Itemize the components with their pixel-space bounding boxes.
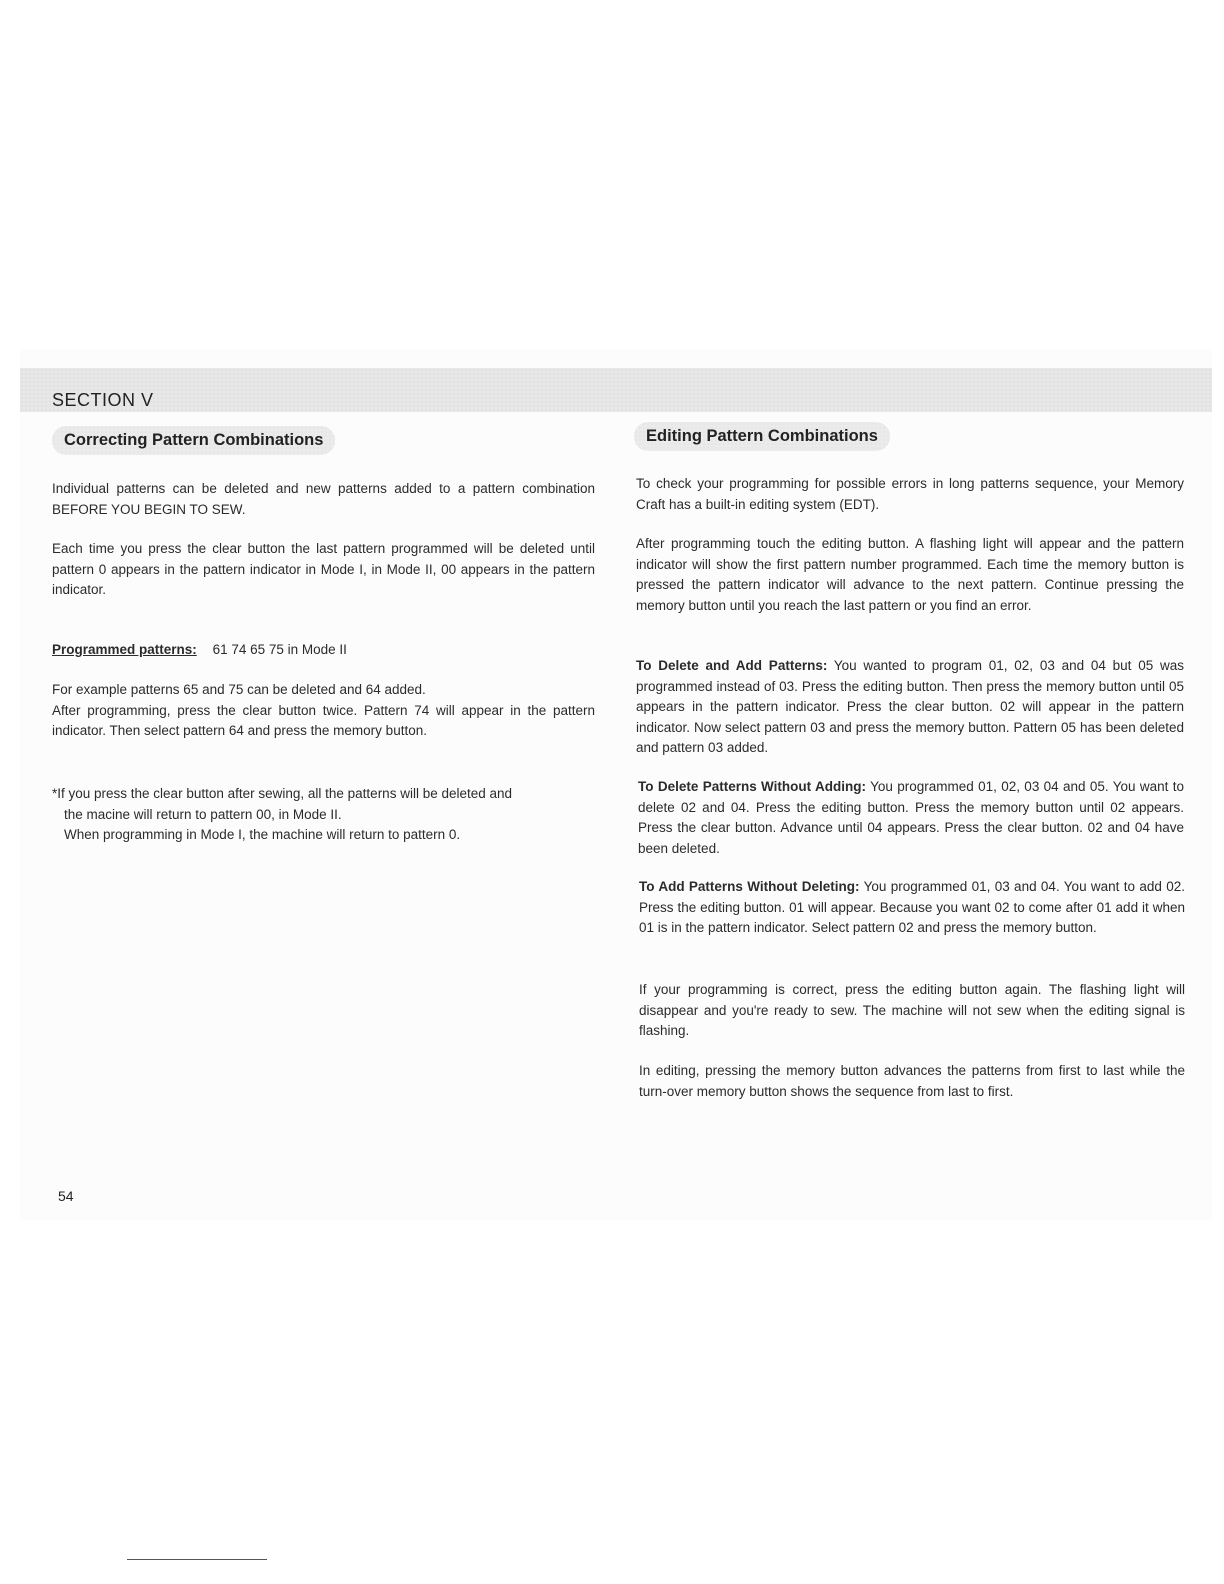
to-add-without-deleting-text: You programmed 01, 03 and 04. You want to add 02. Press the editing button. 01 will appear. Because you want 02 to come after 01 add it when 01 is in the pattern indicator. Select pattern 02 and press the memory button. xyxy=(639,879,1186,935)
left-note xyxy=(52,784,612,846)
page-number: 54 xyxy=(58,1188,74,1204)
example-line-1: For example patterns 65 and 75 can be deleted and 64 added. xyxy=(52,682,426,697)
left-para-2: Each time you press the clear button the last pattern programmed will be deleted until pattern 0 appears in the pattern indicator in Mode I, in Mode II, 00 appears in the pattern indicator. xyxy=(52,541,595,597)
to-add-without-deleting-label: To Add Patterns Without Deleting: xyxy=(639,879,860,894)
footer-rule xyxy=(127,1559,267,1560)
right-para-1: To check your programming for possible errors in long patterns sequence, your Memory Craft has a built-in editing system (EDT). xyxy=(636,476,1184,512)
note-line-2: the macine will return to pattern 00, in Mode II. xyxy=(64,806,342,822)
to-delete-and-add xyxy=(636,656,1184,759)
to-delete-and-add-label: To Delete and Add Patterns: xyxy=(636,658,828,673)
section-title: SECTION V xyxy=(52,390,154,410)
left-para-1: Individual patterns can be deleted and new patterns added to a pattern combination BEFORE YOU BEGIN TO SEW. xyxy=(52,481,595,517)
example-line-2: After programming, press the clear button twice. Pattern 74 will appear in the pattern indicator. Then select pattern 64 and press the memory button. xyxy=(52,702,595,738)
programmed-patterns-label: Programmed patterns: xyxy=(52,642,197,657)
heading-correcting-pattern-combinations: Correcting Pattern Combinations xyxy=(52,426,335,455)
right-para-2: After programming touch the editing button. A flashing light will appear and the pattern indicator will show the first pattern number programmed. Each time the memory button is pressed the pattern indicator will advance to the next pattern. Continue pressing the memory button until you reach the last pattern or you find an error. xyxy=(636,536,1184,613)
to-delete-without-adding xyxy=(638,777,1184,859)
note-line-1: *If you press the clear button after sewing, all the patterns will be deleted and xyxy=(52,786,513,801)
note-line-3: When programming in Mode I, the machine will return to pattern 0. xyxy=(64,827,461,842)
programmed-patterns-line xyxy=(52,640,595,661)
right-para-editing: In editing, pressing the memory button advances the patterns from first to last while the turn-over memory button shows the sequence from last to first. xyxy=(639,1063,1185,1099)
right-para-correct: If your programming is correct, press the editing button again. The flashing light will disappear and you're ready to sew. The machine will not sew when the editing signal is flashing. xyxy=(639,982,1185,1038)
heading-editing-pattern-combinations: Editing Pattern Combinations xyxy=(634,422,890,451)
to-delete-and-add-text: You wanted to program 01, 02, 03 and 04 but 05 was programmed instead of 03. Press the editing button. Then press the memory button until 05 appears in the pattern indicator. Press the clear button. 02 will appear in the pattern indicator. Now select pattern 03 and press the memory button. Pattern 05 has been deleted and pattern 03 added. xyxy=(636,658,1184,755)
to-delete-without-adding-label: To Delete Patterns Without Adding: xyxy=(638,779,866,794)
section-header-band xyxy=(20,368,1212,412)
left-example xyxy=(52,680,595,742)
to-delete-without-adding-text: You programmed 01, 02, 03 04 and 05. You want to delete 02 and 04. Press the editing button. Press the memory button until 02 appears. Press the clear button. Advance until 04 appears. Press the clear button. 02 and 04 have been deleted. xyxy=(638,779,1184,856)
to-add-without-deleting xyxy=(639,877,1185,939)
programmed-patterns-value: 61 74 65 75 in Mode II xyxy=(212,642,347,657)
